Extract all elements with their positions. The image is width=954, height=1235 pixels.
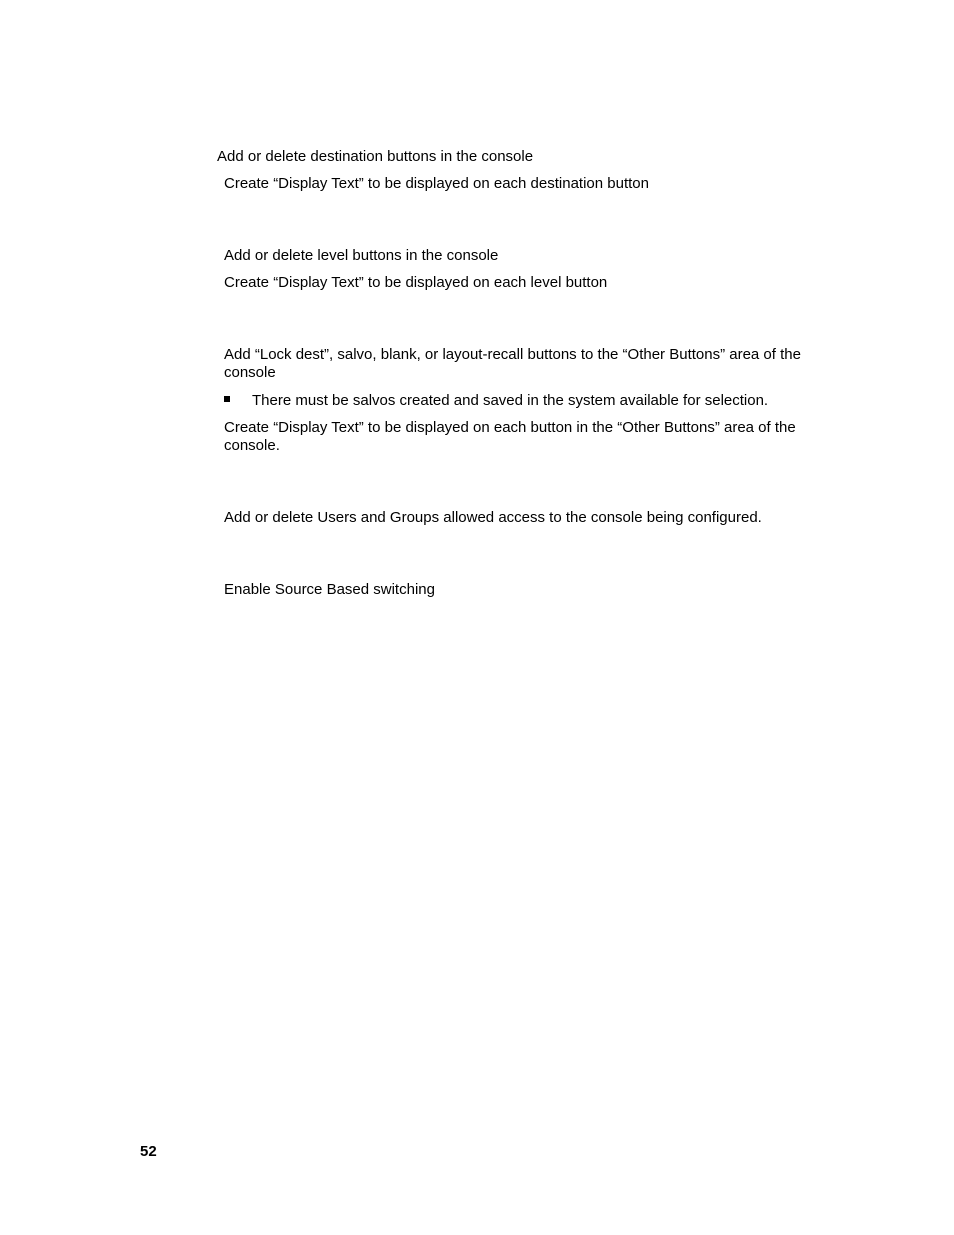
level-display-text: Create “Display Text” to be displayed on each level button <box>224 274 608 291</box>
users-groups-text: Add or delete Users and Groups allowed access to the console being configured. <box>224 509 762 526</box>
salvo-requirement-bullet: There must be salvos created and saved in the system available for selection. <box>252 392 769 409</box>
other-buttons-display-text: Create “Display Text” to be displayed on each button in the “Other Buttons” area of the console. <box>224 419 796 454</box>
other-buttons-text: Add “Lock dest”, salvo, blank, or layout-recall buttons to the “Other Buttons” area of the console <box>224 346 801 381</box>
destination-buttons-text: Add or delete destination buttons in the console <box>217 148 534 165</box>
bullet-square-icon <box>224 396 230 402</box>
destination-display-text: Create “Display Text” to be displayed on each destination button <box>224 175 649 192</box>
source-switching-text: Enable Source Based switching <box>224 581 435 598</box>
level-buttons-text: Add or delete level buttons in the console <box>224 247 499 264</box>
page-number: 52 <box>140 1143 157 1160</box>
